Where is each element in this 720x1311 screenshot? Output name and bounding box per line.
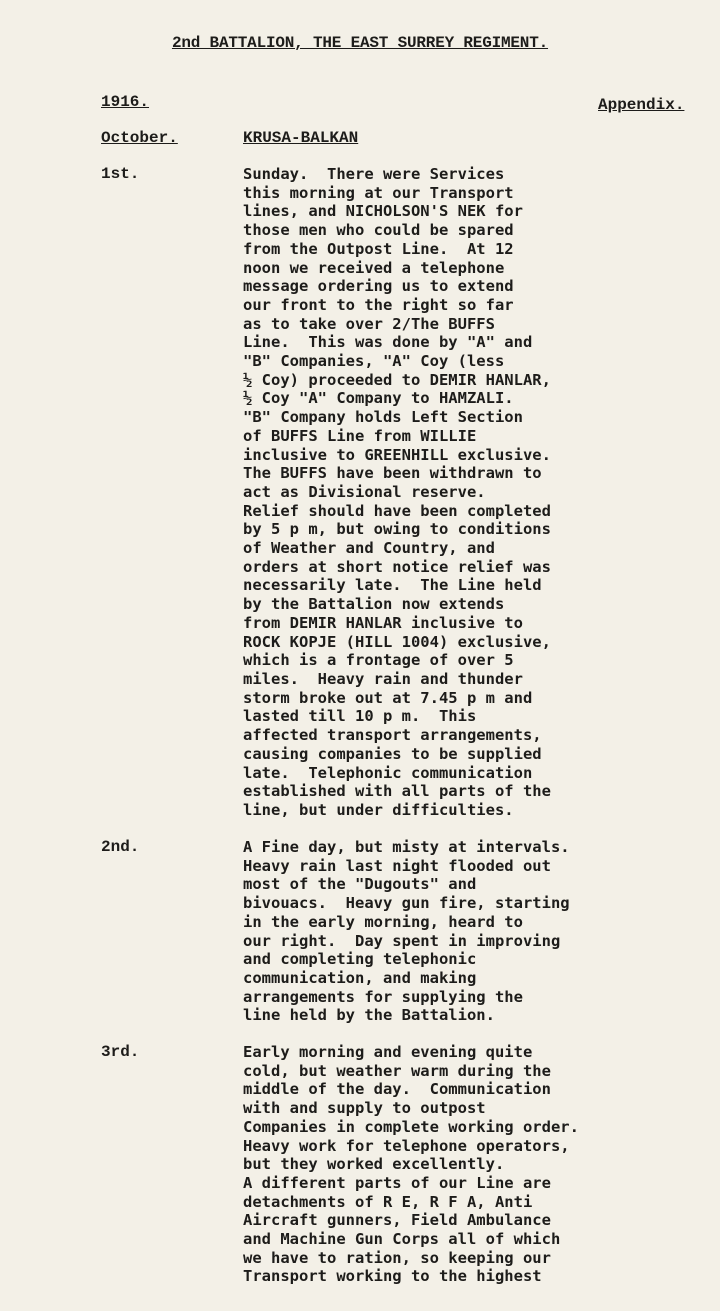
document-title: 2nd BATTALION, THE EAST SURREY REGIMENT. (171, 34, 549, 52)
location-heading: KRUSA-BALKAN (243, 129, 359, 147)
entry-text: A Fine day, but misty at intervals. Heavy rain last night flooded out most of the "Dugouts" and bivouacs. Heavy gun fire, starting in the early morning, heard to our right. Day spent in improving and completing telephonic communication, and making arrangements for supplying the line held by the Battalion. (243, 838, 570, 1025)
entry-date: 3rd. (101, 1043, 140, 1061)
year-heading: 1916. (101, 93, 150, 111)
entry-date: 1st. (101, 165, 140, 183)
appendix-label: Appendix. (598, 96, 685, 114)
month-heading: October. (101, 129, 178, 147)
entry-date: 2nd. (101, 838, 140, 856)
entry-text: Early morning and evening quite cold, but weather warm during the middle of the day. Communication with and supply to outpost Companies in complete working order. Heavy work for telephone operators, but they worked excellently. A different parts of our Line are detachments of R E, R F A, Anti Aircraft gunners, Field Ambulance and Machine Gun Corps all of which we have to ration, so keeping our Transport working to the highest (243, 1043, 579, 1286)
entry-text: Sunday. There were Services this morning at our Transport lines, and NICHOLSON'S NEK for those men who could be spared from the Outpost Line. At 12 noon we received a telephone message ordering us to extend our front to the right so far as to take over 2/The BUFFS Line. This was done by "A" and "B" Companies, "A" Coy (less ½ Coy) proceeded to DEMIR HANLAR, ½ Coy "A" Company to HAMZALI. "B" Company holds Left Section of BUFFS Line from WILLIE inclusive to GREENHILL exclusive. The BUFFS have been withdrawn to act as Divisional reserve. Relief should have been completed by 5 p m, but owing to conditions of Weather and Country, and orders at short notice relief was necessarily late. The Line held by the Battalion now extends from DEMIR HANLAR inclusive to ROCK KOPJE (HILL 1004) exclusive, which is a frontage of over 5 miles. Heavy rain and thunder storm broke out at 7.45 p m and lasted till 10 p m. This affected transport arrangements, causing companies to be supplied late. Telephonic communication established with all parts of the line, but under difficulties. (243, 165, 551, 819)
